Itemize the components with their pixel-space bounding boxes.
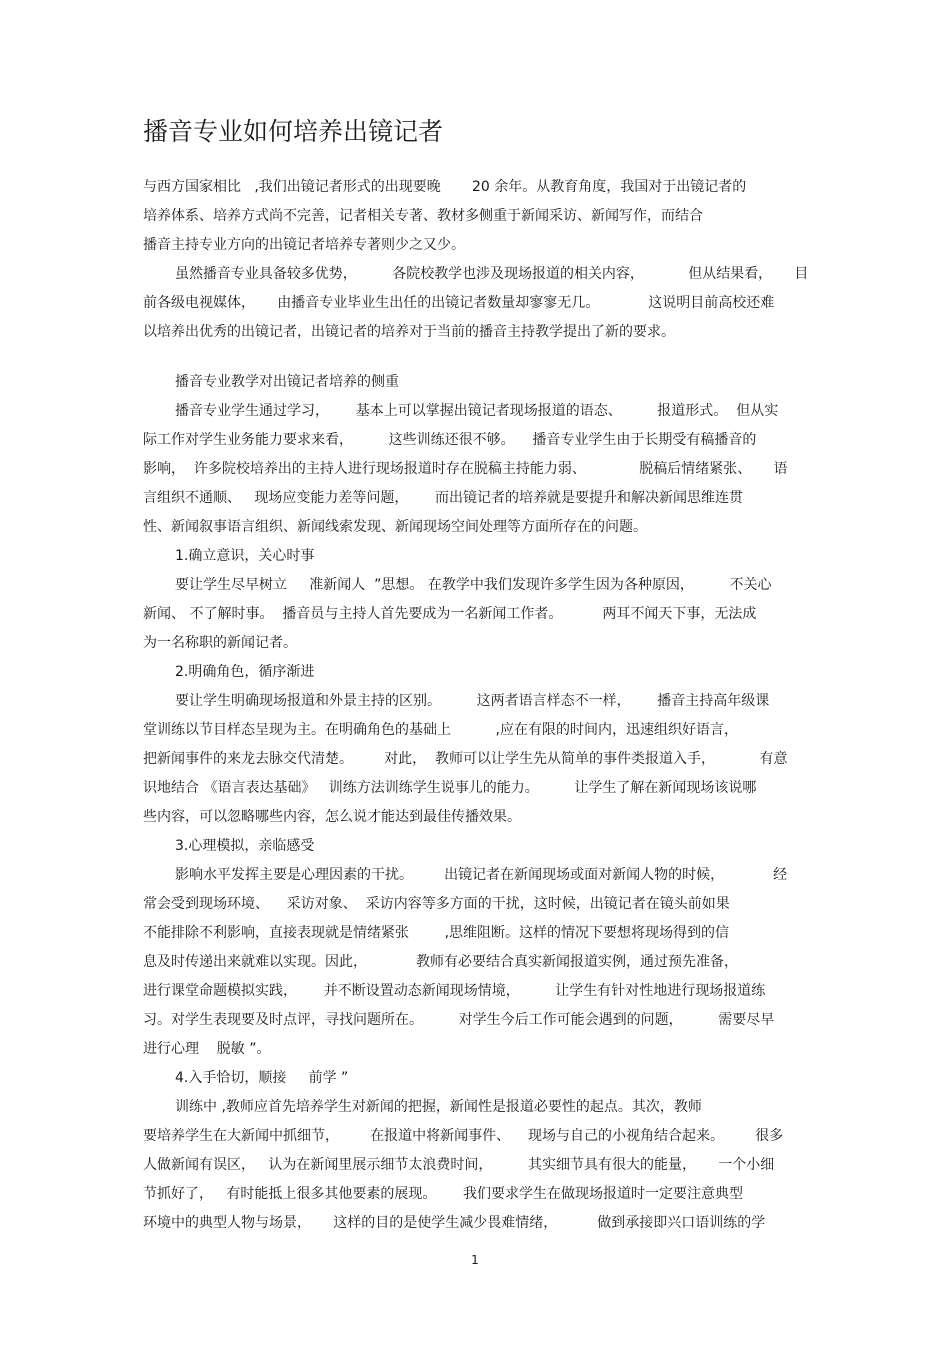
text-line: 前各级电视媒体， 由播音专业毕业生出任的出镜记者数量却寥寥无几。 这说明目前高校还难 (143, 295, 775, 311)
section-heading: 4.入手恰切，顺接 前学 ” (175, 1070, 349, 1086)
text-line: 培养体系、培养方式尚不完善，记者相关专著、教材多侧重于新闻采访、新闻写作，而结合 (143, 208, 703, 224)
text-line: 际工作对学生业务能力要求来看， 这些训练还很不够。 播音专业学生由于长期受有稿播音的 (143, 432, 757, 448)
text-line: 要培养学生在大新闻中抓细节， 在报道中将新闻事件、 现场与自己的小视角结合起来。 很多 (143, 1128, 784, 1144)
text-line: 虽然播音专业具备较多优势， 各院校教学也涉及现场报道的相关内容， 但从结果看， 目 (175, 266, 809, 282)
page-number: 1 (471, 1253, 479, 1267)
text-line: 影响， 许多院校培养出的主持人进行现场报道时存在脱稿主持能力弱、 脱稿后情绪紧张、 语 (143, 461, 788, 477)
text-line: 息及时传递出来就难以实现。因此， 教师有必要结合真实新闻报道实例，通过预先准备， (143, 954, 738, 970)
text-line: 把新闻事件的来龙去脉交代清楚。 对此， 教师可以让学生先从简单的事件类报道入手， 有意 (143, 751, 788, 767)
text-line: 新闻、 不了解时事。 播音员与主持人首先要成为一名新闻工作者。 两耳不闻天下事，无法成 (143, 606, 757, 622)
text-line: 堂训练以节目样态呈现为主。在明确角色的基础上 ,应在有限的时间内，迅速组织好语言， (143, 722, 738, 738)
section-heading: 1.确立意识，关心时事 (175, 548, 315, 564)
text-line: 性、新闻叙事语言组织、新闻线索发现、新闻现场空间处理等方面所存在的问题。 (143, 519, 647, 535)
text-line: 习。对学生表现要及时点评，寻找问题所在。 对学生今后工作可能会遇到的问题， 需要尽早 (143, 1012, 775, 1028)
text-line: 人做新闻有误区， 认为在新闻里展示细节太浪费时间， 其实细节具有很大的能量， 一个小细 (143, 1157, 775, 1173)
text-line: 以培养出优秀的出镜记者，出镜记者的培养对于当前的播音主持教学提出了新的要求。 (143, 324, 675, 340)
section-heading: 3.心理模拟，亲临感受 (175, 838, 315, 854)
text-line: 不能排除不利影响，直接表现就是情绪紧张 ,思维阻断。这样的情况下要想将现场得到的信 (143, 925, 730, 941)
text-line: 与西方国家相比 ,我们出镜记者形式的出现要晚 20 余年。从教育角度，我国对于出镜记者的 (143, 179, 747, 195)
text-line: 节抓好了， 有时能抵上很多其他要素的展现。 我们要求学生在做现场报道时一定要注意典型 (143, 1186, 744, 1202)
text-line: 些内容，可以忽略哪些内容，怎么说才能达到最佳传播效果。 (143, 809, 521, 825)
text-line: 训练中 ,教师应首先培养学生对新闻的把握，新闻性是报道必要性的起点。其次，教师 (175, 1099, 702, 1115)
text-line: 播音主持专业方向的出镜记者培养专著则少之又少。 (143, 237, 465, 253)
section-heading: 2.明确角色，循序渐进 (175, 664, 315, 680)
text-line: 言组织不通顺、 现场应变能力差等问题， 而出镜记者的培养就是要提升和解决新闻思维连贯 (143, 490, 744, 506)
text-line: 进行心理 脱敏 ”。 (143, 1041, 271, 1057)
text-line: 为一名称职的新闻记者。 (143, 635, 297, 651)
text-line: 进行课堂命题模拟实践， 并不断设置动态新闻现场情境， 让学生有针对性地进行现场报道练 (143, 983, 766, 999)
section-heading: 播音专业教学对出镜记者培养的侧重 (175, 374, 399, 390)
text-line: 播音专业学生通过学习， 基本上可以掌握出镜记者现场报道的语态、 报道形式。 但从实 (175, 403, 779, 419)
text-line: 要让学生明确现场报道和外景主持的区别。 这两者语言样态不一样， 播音主持高年级课 (175, 693, 770, 709)
document-title: 播音专业如何培养出镜记者 (143, 117, 444, 146)
text-line: 要让学生尽早树立 准新闻人 ”思想。 在教学中我们发现许多学生因为各种原因， 不关心 (175, 577, 772, 593)
text-line: 环境中的典型人物与场景， 这样的目的是使学生减少畏难情绪， 做到承接即兴口语训练的学 (143, 1215, 766, 1231)
text-line: 影响水平发挥主要是心理因素的干扰。 出镜记者在新闻现场或面对新闻人物的时候， 经 (175, 867, 788, 883)
text-line: 识地结合 《语言表达基础》 训练方法训练学生说事儿的能力。 让学生了解在新闻现场该说哪 (143, 780, 757, 796)
text-line: 常会受到现场环境、 采访对象、 采访内容等多方面的干扰，这时候，出镜记者在镜头前如果 (143, 896, 730, 912)
